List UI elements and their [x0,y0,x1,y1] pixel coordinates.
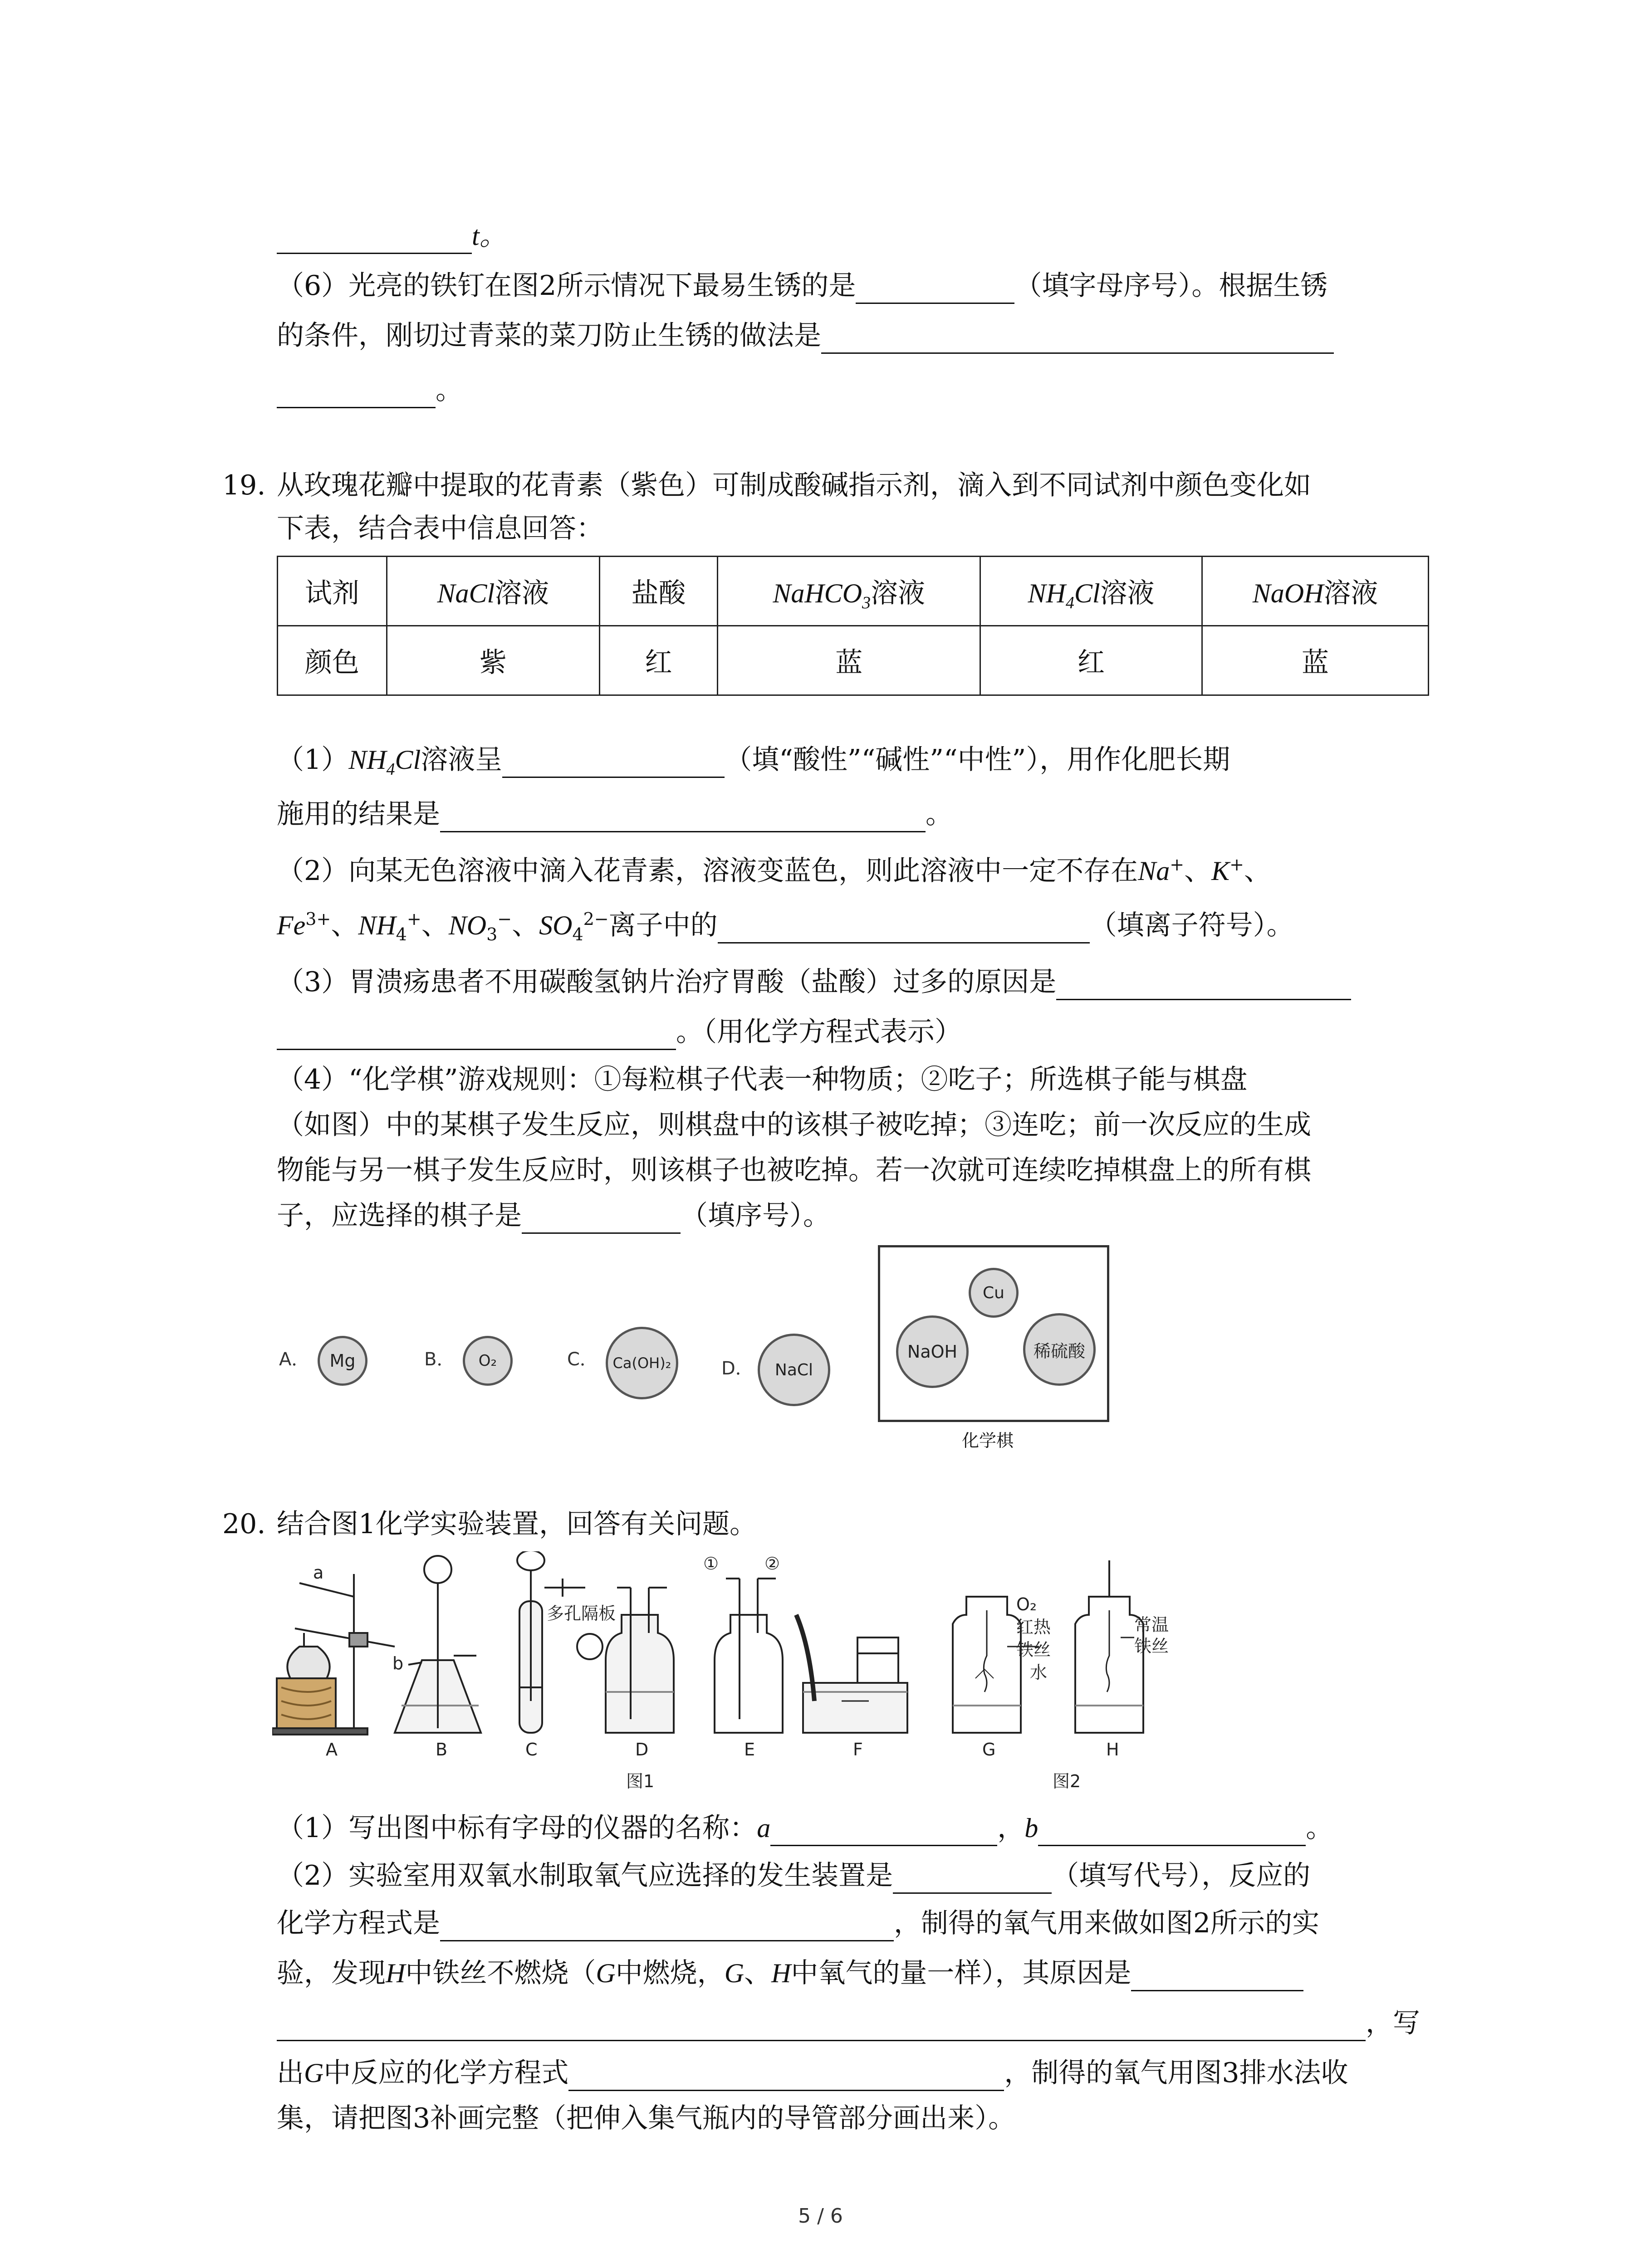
board-piece-dilute-sulfuric-acid: 稀硫酸 [1023,1313,1096,1386]
chess-piece-o2[interactable]: O₂ [463,1336,513,1386]
chess-piece-mg[interactable]: Mg [318,1336,367,1386]
answer-blank[interactable] [277,225,472,254]
indicator-color-table [277,556,1429,696]
answer-blank[interactable] [1038,1817,1306,1846]
apparatus-figure [272,1551,1216,1796]
answer-blank[interactable] [440,803,926,832]
page-number: 5 / 6 [798,2204,843,2228]
apparatus-letter-b: B [436,1740,448,1760]
q19-3-line1: （3）胃溃疡患者不用碳酸氢钠片治疗胃酸（盐酸）过多的原因是 [277,964,1351,1000]
answer-blank[interactable] [522,1204,681,1234]
apparatus-a [272,1574,395,1735]
answer-blank[interactable] [277,1021,676,1050]
unit-t: t。 [472,221,507,251]
q19-4-line1: （4）“化学棋”游戏规则：①每粒棋子代表一种物质；②吃子；所选棋子能与棋盘 [277,1064,1248,1095]
q19-4-line4: 子，应选择的棋子是 （填序号）。 [277,1198,830,1234]
q20-2-line5: 出G中反应的化学方程式 ，制得的氧气用图3排水法收 [277,2055,1348,2091]
q19-1-line2: 施用的结果是 。 [277,796,953,832]
apparatus-c [517,1551,603,1733]
apparatus-e [715,1579,783,1733]
option-b-letter: B． [424,1349,455,1370]
q18-6-line2: 的条件，刚切过青菜的菜刀防止生锈的做法是 [277,318,1334,354]
q19-2-line1: （2）向某无色溶液中滴入花青素，溶液变蓝色，则此溶液中一定不存在Na+、K+、 [277,855,1271,887]
label-red-hot-2: 铁丝 [1016,1640,1051,1660]
apparatus-letter-f: F [853,1740,863,1760]
table-cell: 红 [599,626,718,695]
apparatus-letter-e: E [744,1740,755,1760]
answer-blank[interactable] [277,379,436,408]
q19-stem-line1: 从玫瑰花瓣中提取的花青素（紫色）可制成酸碱指示剂，滴入到不同试剂中颜色变化如 [277,469,1311,501]
label-room-temp-1: 常温 [1134,1615,1169,1635]
figure-1-caption: 图1 [626,1771,655,1791]
q20-2-line1: （2）实验室用双氧水制取氧气应选择的发生装置是 （填写代号），反应的 [277,1857,1310,1894]
q19-3-line2: 。（用化学方程式表示） [277,1014,962,1050]
table-header-cell: 颜色 [278,626,387,695]
q18-6-line1: （6）光亮的铁钉在图2所示情况下最易生锈的是 （填字母序号）。根据生锈 [277,268,1327,304]
option-a-letter: A． [279,1349,310,1370]
q20-1-line: （1）写出图中标有字母的仪器的名称：a ，b 。 [277,1810,1333,1846]
option-c-letter: C． [567,1349,598,1370]
table-cell: 盐酸 [599,557,718,626]
board-piece-cu: Cu [969,1268,1019,1318]
label-a: a [313,1563,324,1583]
table-cell: 红 [980,626,1202,695]
figure-2-caption: 图2 [1053,1771,1081,1791]
q19-4-line3: 物能与另一棋子发生反应时，则该棋子也被吃掉。若一次就可连续吃掉棋盘上的所有棋 [277,1154,1311,1186]
answer-blank[interactable] [1056,971,1351,1000]
answer-blank[interactable] [856,274,1014,304]
label-b: b [392,1653,404,1673]
q20-2-line3: 验，发现H中铁丝不燃烧（G中燃烧，G、H中氧气的量一样），其原因是 [277,1955,1303,1991]
apparatus-letter-a: A [326,1740,338,1760]
table-cell: $NH_4Cl$溶液 [980,557,1202,626]
label-water: 水 [1030,1662,1048,1682]
chess-piece-caoh2[interactable]: Ca(OH)₂ [606,1327,678,1399]
option-d-letter: D． [721,1358,754,1379]
apparatus-d [606,1588,674,1733]
label-porous-plate: 多孔隔板 [547,1603,616,1623]
label-room-temp-2: 铁丝 [1134,1636,1169,1656]
q18-6-line3: 。 [277,372,463,408]
apparatus-letter-d: D [635,1740,649,1760]
chess-piece-nacl[interactable]: NaCl [758,1334,830,1406]
q20-number: 20. [222,1508,266,1540]
apparatus-f [796,1615,907,1733]
answer-blank[interactable] [440,1912,894,1941]
label-o2: O₂ [1016,1594,1037,1614]
answer-blank[interactable] [568,2062,1004,2091]
answer-blank[interactable] [770,1817,997,1846]
table-cell: 紫 [387,626,599,695]
answer-blank[interactable] [893,1864,1052,1894]
answer-blank[interactable] [277,2012,1366,2041]
answer-blank[interactable] [1131,1962,1303,1991]
table-header-cell: 试剂 [278,557,387,626]
top-blank-line [277,218,507,254]
table-cell: 蓝 [1202,626,1429,695]
q19-number: 19. [222,469,266,501]
q19-2-line2: $Fe^{3+}$、$NH_4^+$、$NO_3^-$、$SO_4^{2-}$离子中的 （填离子符号）。 [277,909,1294,944]
q20-2-line4: ，写 [277,2005,1420,2041]
table-cell: 蓝 [718,626,980,695]
apparatus-letter-h: H [1106,1740,1119,1760]
answer-blank[interactable] [718,914,1090,943]
label-red-hot-1: 红热 [1016,1617,1051,1637]
apparatus-h [1075,1560,1143,1733]
apparatus-letter-c: C [525,1740,538,1760]
label-port-1: ① [703,1554,719,1574]
q20-2-line2: 化学方程式是 ，制得的氧气用来做如图2所示的实 [277,1905,1319,1941]
table-cell: NaCl溶液 [387,557,599,626]
table-cell: NaOH溶液 [1202,557,1429,626]
q19-4-line2: （如图）中的某棋子发生反应，则棋盘中的该棋子被吃掉；③连吃；前一次反应的生成 [277,1109,1311,1141]
q19-stem-line2: 下表，结合表中信息回答： [277,513,603,544]
label-port-2: ② [764,1554,780,1574]
apparatus-b [395,1556,481,1733]
q20-stem: 结合图1化学实验装置，回答有关问题。 [277,1508,757,1540]
q20-2-line6: 集，请把图3补画完整（把伸入集气瓶内的导管部分画出来）。 [277,2102,1016,2134]
board-piece-naoh: NaOH [896,1315,969,1388]
chess-board [878,1245,1109,1422]
apparatus-letter-g: G [982,1740,996,1760]
answer-blank[interactable] [502,748,725,778]
table-cell: NaHCO$_3$溶液 [718,557,980,626]
table-row [278,626,1429,695]
q19-1-line1: $(1)NH_4Cl$溶液呈 （填“酸性”“碱性”“中性”），用作化肥长期 [277,744,1230,779]
answer-blank[interactable] [821,324,1334,354]
table-row [278,557,1429,626]
chess-board-caption: 化学棋 [962,1431,1014,1451]
